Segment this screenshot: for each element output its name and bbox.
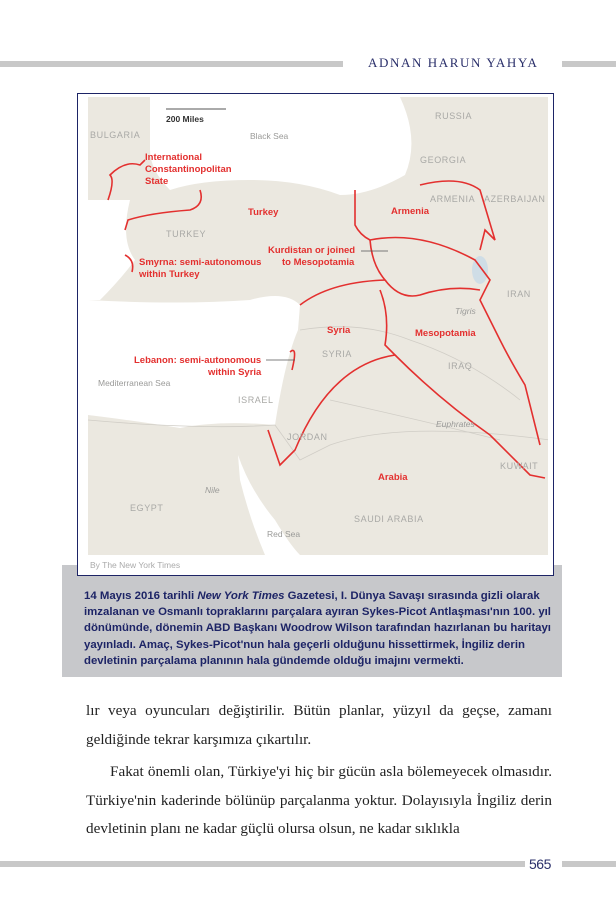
label-black-sea: Black Sea bbox=[250, 131, 289, 141]
label-iran: IRAN bbox=[507, 289, 531, 299]
label-azerbaijan: AZERBAIJAN bbox=[484, 194, 546, 204]
plan-arabia: Arabia bbox=[378, 472, 408, 483]
plan-constantinople-3: State bbox=[145, 176, 169, 187]
label-georgia: GEORGIA bbox=[420, 155, 467, 165]
header-rule-left bbox=[0, 61, 343, 67]
header-rule-right bbox=[562, 61, 616, 67]
caption-text-rest: Gazetesi, I. Dünya Savaşı sırasında gizli olarak imzalanan ve Osmanlı topraklarını parçalara ayıran Sykes-Picot Antlaşması'nın 100. yıl dönümünde, dönemin ABD Başkanı Woodrow Wilson tarafından hazırlanan bu haritayı yayınladı. Amaç, Sykes-Picot'nun hala geçerli olduğunu hissettirmek, İngiliz derin devletinin parçalama planının hala gündemde olduğu imajını vermekti. bbox=[84, 590, 551, 667]
label-tigris: Tigris bbox=[455, 306, 476, 316]
footer-rule-left bbox=[0, 861, 525, 867]
label-bulgaria: BULGARIA bbox=[90, 130, 141, 140]
label-euphrates: Euphrates bbox=[436, 419, 475, 429]
plan-mesopotamia: Mesopotamia bbox=[415, 328, 476, 339]
plan-syria: Syria bbox=[327, 325, 351, 336]
running-title: ADNAN HARUN YAHYA bbox=[368, 55, 539, 70]
label-turkey-country: TURKEY bbox=[166, 229, 207, 239]
page-number: 565 bbox=[529, 856, 551, 872]
label-mediterranean: Mediterranean Sea bbox=[98, 378, 171, 388]
paragraph: Fakat önemli olan, Türkiye'yi hiç bir gücün asla bölemeyecek olmasıdır. Türkiye'nin kaderinde bölünüp parçalanma yoktur. Dolayısıyla İngiliz derin devletinin planı ne kadar güçlü olursa olsun, ne kadar sıklıkla bbox=[86, 763, 552, 837]
label-armenia-country: ARMENIA bbox=[430, 194, 476, 204]
sykes-picot-map bbox=[88, 97, 548, 555]
label-kuwait: KUWAIT bbox=[500, 461, 539, 471]
caption-newspaper: New York Times bbox=[197, 590, 285, 602]
figure-caption bbox=[84, 588, 554, 669]
label-syria-country: SYRIA bbox=[322, 349, 353, 359]
label-saudi-arabia: SAUDI ARABIA bbox=[354, 514, 424, 524]
plan-armenia: Armenia bbox=[391, 206, 430, 217]
footer-rule-right bbox=[562, 861, 616, 867]
label-jordan: JORDAN bbox=[287, 432, 328, 442]
map-credit: By The New York Times bbox=[90, 560, 181, 570]
black-sea bbox=[150, 97, 411, 195]
plan-lebanon-2: within Syria bbox=[208, 367, 262, 378]
label-russia: RUSSIA bbox=[435, 111, 473, 121]
label-red-sea: Red Sea bbox=[267, 529, 301, 539]
plan-constantinople-2: Constantinopolitan bbox=[145, 164, 232, 175]
plan-kurdistan-1: Kurdistan or joined bbox=[268, 245, 356, 256]
plan-turkey: Turkey bbox=[248, 207, 279, 218]
plan-constantinople-1: International bbox=[145, 152, 203, 163]
caption-text-start: 14 Mayıs 2016 tarihli bbox=[84, 590, 198, 602]
label-israel: ISRAEL bbox=[238, 395, 274, 405]
label-iraq: IRAQ bbox=[448, 361, 473, 371]
plan-kurdistan-2: to Mesopotamia bbox=[282, 257, 355, 268]
label-nile: Nile bbox=[205, 485, 220, 495]
plan-lebanon-1: Lebanon: semi-autonomous bbox=[134, 355, 262, 366]
plan-smyrna-2: within Turkey bbox=[139, 269, 200, 280]
plan-smyrna-1: Smyrna: semi-autonomous bbox=[139, 257, 262, 268]
scale-label: 200 Miles bbox=[166, 114, 204, 124]
paragraph: lır veya oyuncuları değiştirilir. Bütün planlar, yüzyıl da geçse, zamanı geldiğinde tekrar karşımıza çıkartılır. bbox=[86, 702, 552, 748]
body-text bbox=[86, 697, 552, 844]
label-egypt: EGYPT bbox=[130, 503, 164, 513]
